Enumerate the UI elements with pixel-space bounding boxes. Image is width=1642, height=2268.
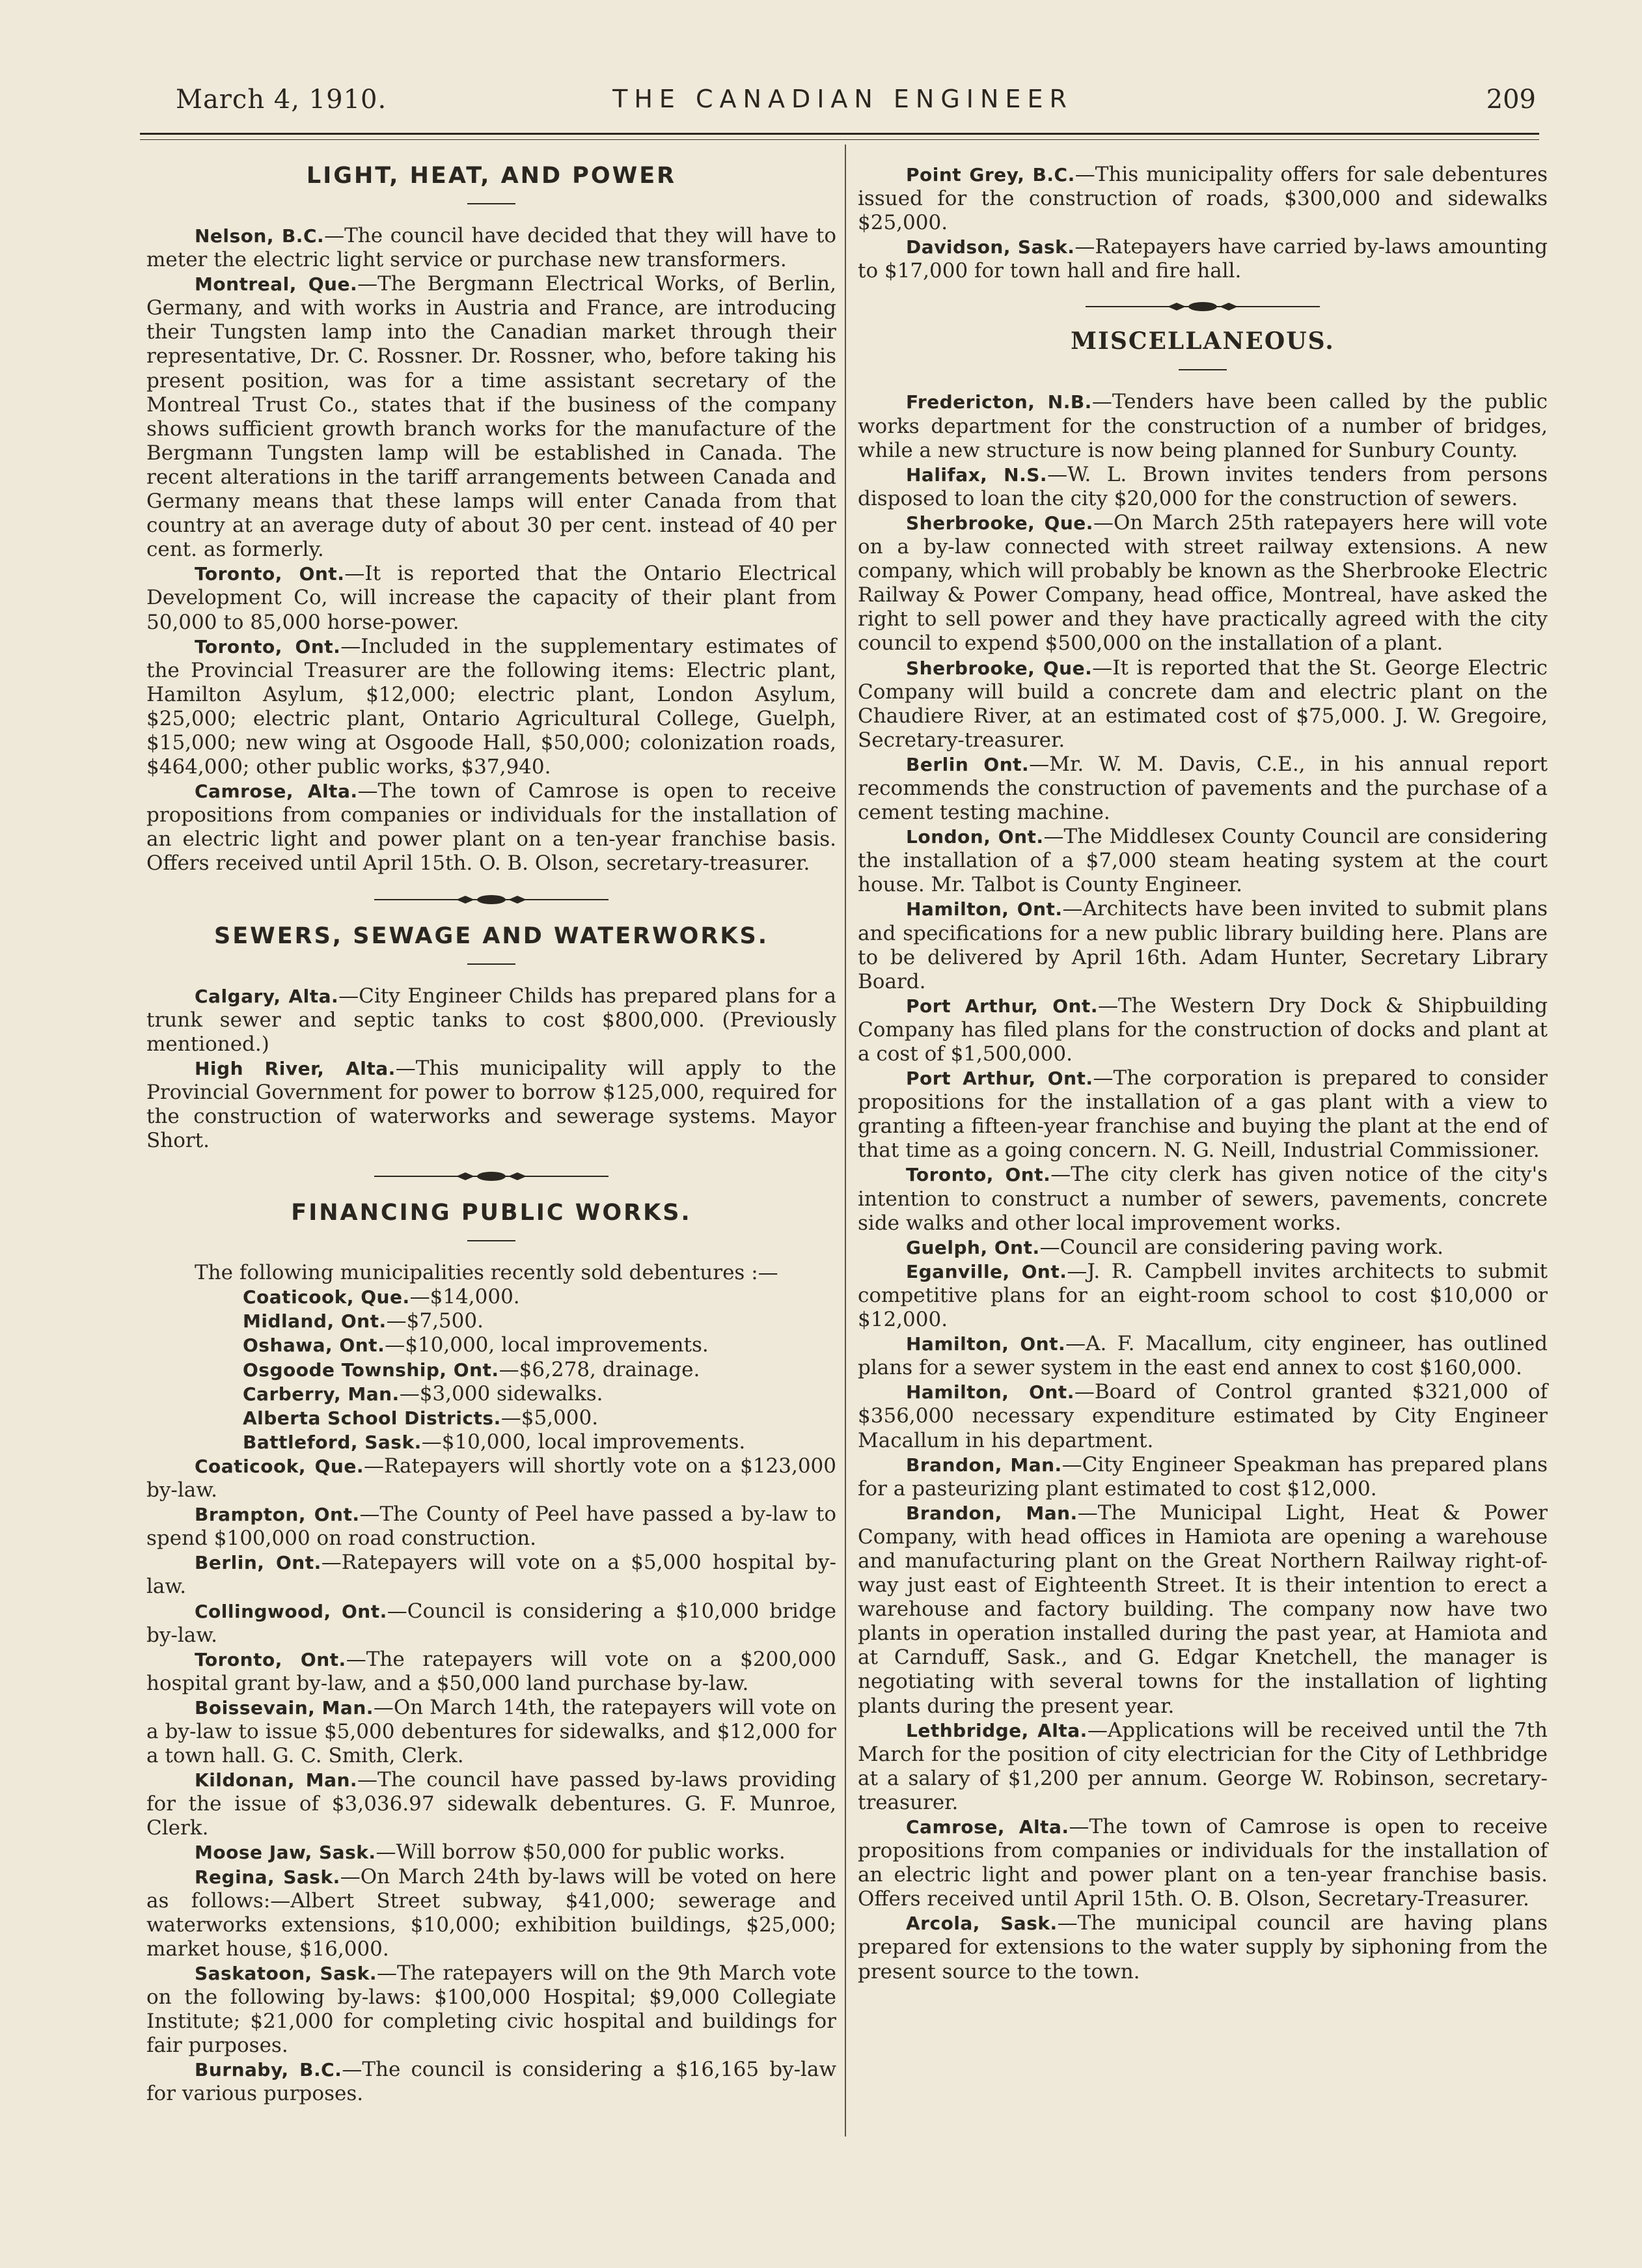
place-name: Halifax, N.S. [906,463,1048,486]
financing-intro: The following municipalities recently sold debentures :— [195,1261,778,1285]
news-item [858,1236,1548,1260]
title-underline [1179,369,1227,370]
news-item [146,779,836,876]
place-name: Hamilton, Ont. [906,898,1063,920]
item-text: —Ratepayers will shortly vote on a $123,000 by-law. [146,1454,836,1502]
place-name: Point Grey, B.C. [906,164,1075,186]
news-item [146,1768,836,1840]
news-item [146,1551,836,1599]
news-item [858,897,1548,993]
news-item [858,1453,1548,1501]
place-name: Toronto, Ont. [195,563,345,585]
item-text: —Mr. W. M. Davis, C.E., in his annual report recommends the construction of pavements and the purchase of a cement testing machine. [858,752,1548,825]
news-item [858,825,1548,897]
list-item [146,1285,836,1309]
place-name: Coaticook, Que. [195,1455,364,1477]
item-text: —W. L. Brown invites tenders from persons disposed to loan the city $20,000 for the construction of sewers. [858,462,1548,510]
place-name: Collingwood, Ont. [195,1600,387,1622]
item-text: —Included in the supplementary estimates of the Provincial Treasurer are the following items: Electric plant, Hamilton Asylum, $12,000; electric plant, London Asylum, $25,000; electric plant, Ontario Agricultural College, Guelph, $15,000; new wing at Osgoode Hall, $50,000; colonization roads, $464,000; other public works, $37,940. [146,634,837,779]
news-item [858,1501,1548,1719]
item-text: —The municipal council are having plans prepared for extensions to the water supply by siphoning from the present source to the town. [858,1911,1548,1984]
news-item [858,1815,1548,1911]
list-item [146,1382,836,1406]
section-title-light-heat-power: LIGHT, HEAT, AND POWER [306,163,677,189]
news-item [146,224,836,272]
news-item [146,1502,836,1551]
news-item [858,390,1548,462]
financing-entries [146,1454,836,2107]
place-name: Alberta School Districts. [243,1407,501,1429]
left-column [146,163,836,2106]
item-text: —Architects have been invited to submit plans and specifications for a new public library building here. Plans are to be delivered by April 16th. Adam Hunter, Secretary Library Board. [858,897,1548,993]
place-name: Kildonan, Man. [195,1769,358,1791]
item-text: —The city clerk has given notice of the city's intention to construct a number of sewers, pavements, concrete side walks and other local improvement works. [858,1163,1548,1235]
place-name: Sherbrooke, Que. [906,512,1093,534]
sewers-entries [146,984,836,1154]
item-text: —The town of Camrose is open to receive propositions from companies or individuals for the installation of an electric light and power plant on a ten-year franchise basis. Offers received until April 15th. O. B. Olson, secretary-treasurer. [146,779,836,876]
place-name: Boissevain, Man. [195,1696,374,1719]
place-name: Battleford, Sask. [243,1431,422,1453]
debenture-sales-list [146,1285,836,1454]
item-text: —The council is considering a $16,165 by-law for various purposes. [146,2058,836,2106]
header-rule-thick [140,133,1539,135]
item-text: —$6,278, drainage. [499,1357,700,1381]
place-name: High River, Alta. [195,1057,396,1079]
place-name: Midland, Ont. [243,1310,387,1333]
item-text: —$10,000, local improvements. [385,1333,709,1357]
news-item [858,1719,1548,1815]
item-text: —$7,500. [386,1309,484,1333]
item-text: —The Western Dry Dock & Shipbuilding Company has filed plans for the construction of docks and plant at a cost of $1,500,000. [858,993,1548,1066]
news-item [858,1066,1548,1163]
list-item [146,1358,836,1382]
place-name: Camrose, Alta. [906,1816,1069,1838]
item-text: —Council is considering a $10,000 bridge by-law. [146,1599,836,1647]
place-name: Nelson, B.C. [195,225,325,247]
place-name: Guelph, Ont. [906,1236,1040,1258]
item-text: —It is reported that the St. George Electric Company will build a concrete dam and electric plant on the Chaudiere River, at an estimated cost of $75,000. J. W. Gregoire, Secretary-treasurer. [858,656,1548,752]
item-text: —$14,000. [409,1285,520,1309]
item-text: —City Engineer Speakman has prepared plans for a pasteurizing plant estimated to cost $12,000. [858,1452,1548,1500]
news-item [146,1454,836,1502]
item-text: —On March 24th by-laws will be voted on here as follows:—Albert Street subway, $41,000; sewerage and waterworks extensions, $10,000; exhibition buildings, $25,000; market house, $16,000. [146,1864,836,1961]
news-item [858,163,1548,235]
place-name: Moose Jaw, Sask. [195,1842,376,1864]
place-name: London, Ont. [906,826,1044,848]
item-text: —J. R. Campbell invites architects to submit competitive plans for an eight-room school to cost $10,000 or $12,000. [858,1259,1548,1332]
item-text: —Tenders have been called by the public works department for the construction of a number of bridges, while a new structure is now being planned for Sunbury County. [858,390,1548,462]
place-name: Brandon, Man. [906,1502,1078,1524]
item-text: —Ratepayers have carried by-laws amounting to $17,000 for town hall and fire hall. [858,235,1548,283]
news-item [858,463,1548,511]
news-item [858,1380,1548,1452]
column-divider [845,145,846,2137]
item-text: —Applications will be received until the 7th March for the position of city electrician for the City of Lethbridge at a salary of $1,200 per annum. George W. Robinson, secretary-treasurer. [858,1718,1548,1814]
news-item [858,656,1548,753]
list-item [146,1406,836,1430]
place-name: Eganville, Ont. [906,1260,1067,1282]
list-item [146,1309,836,1333]
place-name: Sherbrooke, Que. [906,657,1093,679]
news-item [146,1840,836,1864]
place-name: Burnaby, B.C. [195,2059,342,2081]
place-name: Fredericton, N.B. [906,391,1092,413]
news-item [146,272,836,562]
place-name: Osgoode Township, Ont. [243,1359,499,1381]
title-underline [467,963,515,965]
item-text: —$3,000 sidewalks. [399,1381,603,1405]
item-text: —The Municipal Light, Heat & Power Company, with head offices in Hamiota are opening a warehouse and manufacturing plant on the Great Northern Railway right-of-way just east of Eighteenth Street. It is their intention to erect a warehouse and factory building. The company now have two plants in operation installed during the past year, at Hamiota and at Carnduff, Sask., and G. Edgar Knetchell, the manager is negotiating with several towns for the installation of lighting plants during the present year. [858,1500,1548,1718]
section-title-miscellaneous: MISCELLANEOUS. [1071,327,1335,355]
place-name: Berlin, Ont. [195,1552,322,1574]
item-text: —It is reported that the Ontario Electrical Development Co, will increase the capacity of their plant from 50,000 to 85,000 horse-power. [146,562,837,634]
light-heat-power-entries [146,224,836,876]
news-item [146,562,836,634]
place-name: Port Arthur, Ont. [906,995,1098,1017]
item-text: —$10,000, local improvements. [421,1430,746,1454]
news-item [858,1332,1548,1380]
place-name: Arcola, Sask. [906,1913,1058,1935]
place-name: Berlin Ont. [906,753,1030,775]
section-title-sewers: SEWERS, SEWAGE AND WATERWORKS. [213,922,769,949]
place-name: Coaticook, Que. [243,1286,410,1308]
news-item [146,1057,836,1153]
ornament-divider [1086,300,1320,313]
place-name: Oshawa, Ont. [243,1335,385,1357]
news-item [858,753,1548,825]
item-text: —The Bergmann Electrical Works, of Berlin, Germany, and with works in Austria and France, are introducing their Tungsten lamp into the Canadian market through their representative, Dr. C. Rossner. Dr. Rossner, who, before taking his present position, was for a time assistant secretary of the Montreal Trust Co., states that if the business of the company shows sufficient growth branch works for the manufacture of the Bergmann Tungsten lamp will be established in Canada. The recent alterations in the tariff arrangements between Canada and Germany means that these lamps will enter Canada from that country at an average duty of about 30 per cent. instead of 40 per cent. as formerly. [146,272,836,562]
title-underline [467,1240,515,1241]
place-name: Toronto, Ont. [195,1648,346,1670]
miscellaneous-entries [858,390,1548,1984]
news-item [858,994,1548,1066]
item-text: —$5,000. [500,1405,599,1430]
news-item [146,2058,836,2106]
place-name: Calgary, Alta. [195,985,339,1007]
news-item [146,984,836,1057]
news-item [146,1599,836,1648]
item-text: —Ratepayers will vote on a $5,000 hospital by-law. [146,1551,836,1599]
header-rule-thin [140,139,1539,140]
place-name: Camrose, Alta. [195,781,358,803]
place-name: Davidson, Sask. [906,236,1075,258]
item-text: —On March 25th ratepayers here will vote on a by-law connected with street railway extensions. A new company, which will probably be known as the Sherbrooke Electric Railway & Power Company, head office, Montreal, have asked the right to sell power and they have practically agreed with the city council to expend $500,000 on the installation of a plant. [858,510,1548,656]
news-item [146,1696,836,1768]
item-text: —Council are considering paving work. [1039,1235,1444,1259]
item-text: —Board of Control granted $321,000 of $356,000 necessary expenditure estimated by City Engineer Macallum in his department. [858,1380,1548,1452]
news-item [858,1163,1548,1235]
item-text: —The council have decided that they will have to meter the electric light service or purchase new transformers. [146,224,836,272]
ornament-divider [374,893,609,906]
item-text: —The ratepayers will vote on a $200,000 hospital grant by-law, and a $50,000 land purchase by-law. [146,1647,837,1695]
item-text: —The council have passed by-laws providing for the issue of $3,036.97 sidewalk debentures. G. F. Munroe, Clerk. [146,1768,836,1840]
news-item [858,1260,1548,1332]
news-item [146,635,836,780]
place-name: Brampton, Ont. [195,1504,360,1526]
place-name: Port Arthur, Ont. [906,1068,1093,1090]
item-text: —The County of Peel have passed a by-law to spend $100,000 on road construction. [146,1502,836,1551]
news-item [858,1911,1548,1984]
item-text: —A. F. Macallum, city engineer, has outlined plans for a sewer system in the east end annex to cost $160,000. [858,1332,1548,1380]
place-name: Montreal, Que. [195,273,358,296]
place-name: Hamilton, Ont. [906,1381,1074,1404]
place-name: Lethbridge, Alta. [906,1719,1088,1741]
journal-title: THE CANADIAN ENGINEER [612,85,1073,113]
item-text: —This municipality offers for sale debentures issued for the construction of roads, $300,000 and sidewalks $25,000. [858,163,1548,235]
list-item [146,1333,836,1357]
title-underline [467,203,515,204]
ornament-divider [374,1170,609,1183]
issue-date: March 4, 1910. [176,85,387,115]
news-item [858,235,1548,283]
item-text: —The ratepayers will on the 9th March vote on the following by-laws: $100,000 Hospital; $9,000 Collegiate Institute; $21,000 for completing civic hospital and buildings for fair purposes. [146,1961,837,2058]
right-column [858,163,1548,1984]
news-item [146,1648,836,1696]
page-header [143,85,1542,124]
place-name: Saskatoon, Sask. [195,1962,377,1984]
place-name: Toronto, Ont. [906,1164,1051,1186]
item-text: —City Engineer Childs has prepared plans for a trunk sewer and septic tanks to cost $800,000. (Previously mentioned.) [146,984,836,1056]
place-name: Carberry, Man. [243,1383,400,1405]
financing-continued-entries [858,163,1548,283]
item-text: —The Middlesex County Council are considering the installation of a $7,000 steam heating system at the court house. Mr. Talbot is County Engineer. [858,825,1548,897]
item-text: —This municipality will apply to the Provincial Government for power to borrow $125,000, required for the construction of waterworks and sewerage systems. Mayor Short. [146,1056,836,1153]
place-name: Regina, Sask. [195,1866,340,1888]
page-number: 209 [1486,85,1536,115]
place-name: Brandon, Man. [906,1454,1062,1476]
place-name: Hamilton, Ont. [906,1333,1066,1355]
place-name: Toronto, Ont. [195,635,341,657]
list-item [146,1430,836,1454]
news-item [146,1865,836,1961]
section-title-financing: FINANCING PUBLIC WORKS. [291,1200,692,1226]
news-item [146,1961,836,2058]
news-item [858,511,1548,656]
item-text: —The corporation is prepared to consider propositions for the installation of a gas plant with a view to granting a fifteen-year franchise and buying the plant at the end of that time as a going concern. N. G. Neill, Industrial Commissioner. [858,1066,1548,1163]
item-text: —The town of Camrose is open to receive propositions from companies or individuals for the installation of an electric light and power plant on a ten-year franchise basis. Offers received until April 15th. O. B. Olson, Secretary-Treasurer. [858,1815,1548,1911]
item-text: —Will borrow $50,000 for public works. [376,1840,786,1864]
item-text: —On March 14th, the ratepayers will vote on a by-law to issue $5,000 debentures for sidewalks, and $12,000 for a town hall. G. C. Smith, Clerk. [146,1695,837,1768]
